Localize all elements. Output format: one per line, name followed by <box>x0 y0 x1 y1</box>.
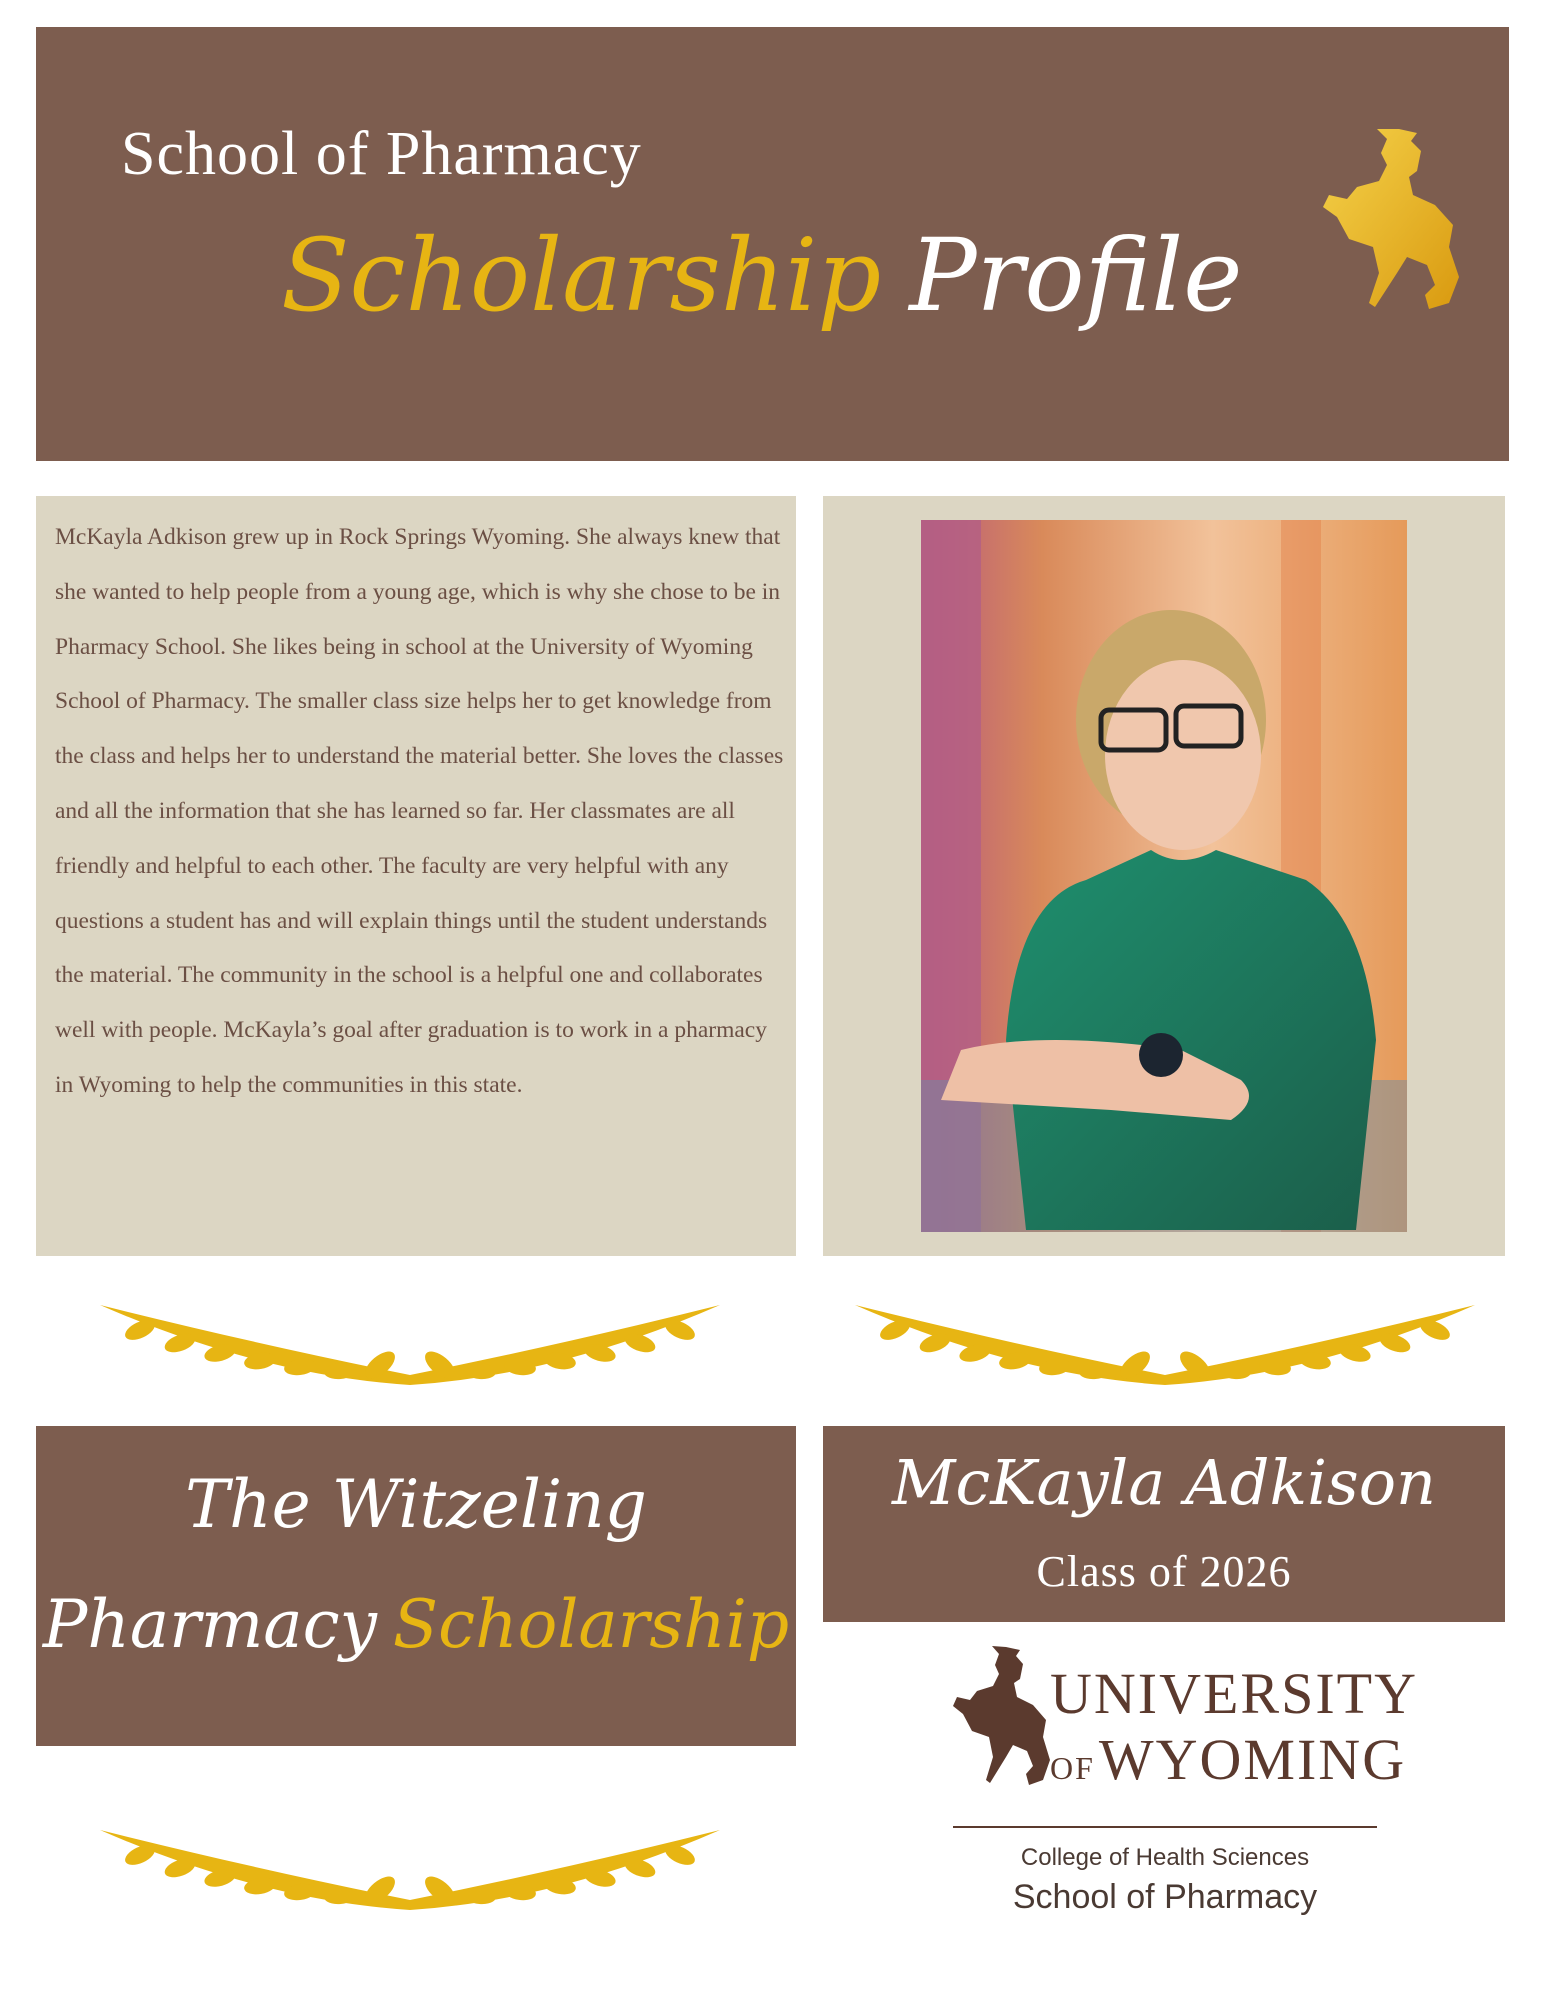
photo-panel <box>823 496 1505 1256</box>
portrait-photo <box>921 520 1407 1232</box>
logo-college-name: College of Health Sciences <box>1020 1844 1310 1871</box>
scholarship-line2-word1: Pharmacy <box>42 1586 377 1663</box>
scholarship-line1: The Witzeling <box>185 1466 647 1543</box>
scholarship-line2 <box>36 1586 796 1663</box>
logo-school-name: School of Pharmacy <box>1012 1878 1318 1916</box>
scholarship-line2-word2: Scholarship <box>392 1586 790 1663</box>
logo-wyoming-line <box>1050 1726 1406 1793</box>
logo-wyoming-word: WYOMING <box>1098 1727 1407 1792</box>
laurel-icon <box>80 1285 740 1395</box>
header-title <box>281 217 1242 334</box>
logo-of-word: OF <box>1050 1750 1095 1786</box>
student-name-panel <box>823 1426 1505 1622</box>
university-logo <box>950 1640 1418 1830</box>
student-class-year: Class of 2026 <box>1036 1547 1292 1596</box>
header-title-word1: Scholarship <box>281 217 882 334</box>
laurel-icon <box>835 1285 1495 1395</box>
header-school-name: School of Pharmacy <box>121 120 642 188</box>
bucking-horse-icon <box>950 1645 1055 1810</box>
bio-panel <box>36 496 796 1256</box>
laurel-icon <box>80 1810 740 1920</box>
header-banner <box>36 27 1509 461</box>
logo-university-word: UNIVERSITY <box>1050 1661 1418 1726</box>
logo-divider <box>953 1826 1377 1828</box>
bucking-horse-icon <box>1321 127 1471 337</box>
scholarship-name-panel <box>36 1426 796 1746</box>
header-title-word2: Profile <box>909 217 1243 334</box>
student-name: McKayla Adkison <box>892 1446 1436 1519</box>
bio-text: McKayla Adkison grew up in Rock Springs Wyoming. She always knew that she wanted to help people from a young age, which is why she chose to be in Pharmacy School. She likes being in school at the University of Wyoming School of Pharmacy. The smaller class size helps her to get knowledge from the class and helps her to understand the material better. She loves the classes and all the information that she has learned so far. Her classmates are all friendly and helpful to each other. The faculty are very helpful with any questions a student has and will explain things until the student understands the material. The community in the school is a helpful one and collaborates well with people. McKayla’s goal after graduation is to work in a pharmacy in Wyoming to help the communities in this state. <box>55 524 784 1098</box>
